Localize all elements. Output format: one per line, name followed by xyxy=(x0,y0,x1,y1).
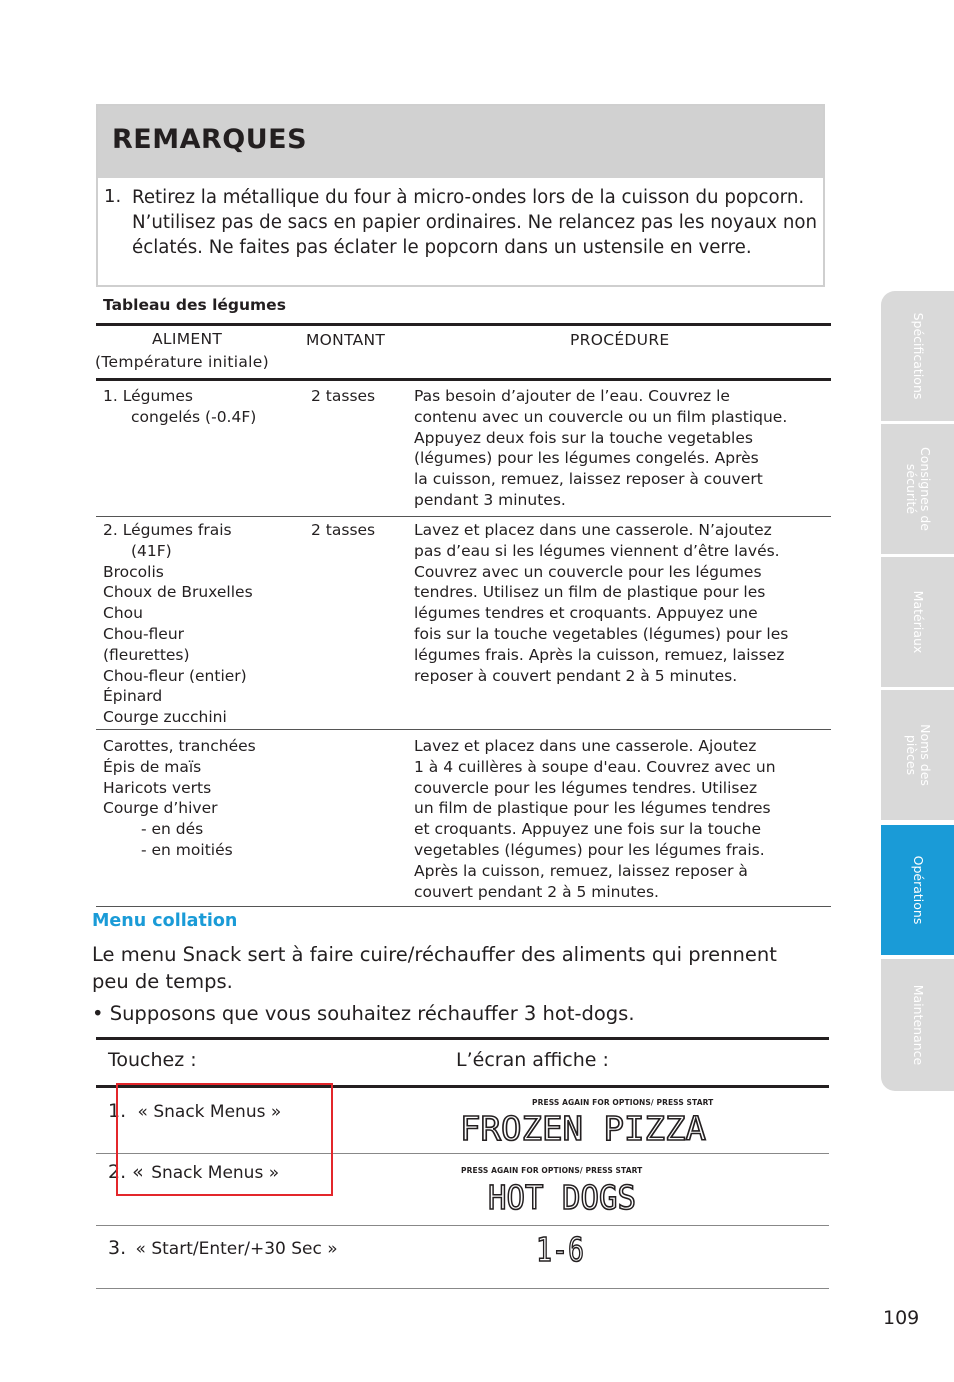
tab-label: Matériaux xyxy=(910,590,926,654)
row3-procedure-line: couvercle pour les légumes tendres. Utilisez xyxy=(414,778,758,797)
row2-food-line: Chou-fleur xyxy=(103,624,185,643)
row1-amount: 2 tasses xyxy=(311,387,376,405)
header-amount: MONTANT xyxy=(306,331,386,349)
row1-procedure-line: contenu avec un couvercle ou un film plastique. xyxy=(414,407,788,426)
row1-food-line: congelés (-0.4F) xyxy=(131,407,257,426)
row2-food-line: (41F) xyxy=(131,541,172,560)
row3-food-line: - en moitiés xyxy=(141,840,233,859)
row2-procedure-line: fois sur la touche vegetables (légumes) pour les xyxy=(414,624,789,643)
remarks-title: REMARQUES xyxy=(112,124,308,155)
steps-bottom-rule xyxy=(96,1288,829,1289)
row3-food-line: Carottes, tranchées xyxy=(103,737,256,755)
row2-procedure-line: légumes frais. Après la cuisson, remuez, laissez xyxy=(414,645,785,664)
row3-procedure-line: Lavez et placez dans une casserole. Ajoutez xyxy=(414,737,757,755)
row3-procedure-line: 1 à 4 cuillères à soupe d'eau. Couvrez avec un xyxy=(414,757,776,776)
row3-food-line: Épis de maïs xyxy=(103,757,202,776)
vegetable-table-caption: Tableau des légumes xyxy=(103,296,286,314)
snack-menu-heading: Menu collation xyxy=(92,911,238,931)
tab-label xyxy=(904,724,932,786)
remarks-box xyxy=(96,104,825,287)
row3-procedure-line: un film de plastique pour les légumes tendres xyxy=(414,799,771,818)
snack-menus-highlight xyxy=(116,1083,333,1196)
row2-food xyxy=(103,520,253,728)
side-nav xyxy=(881,291,954,1091)
row2-food-line: (fleurettes) xyxy=(103,645,190,664)
row1-procedure-line: Pas besoin d’ajouter de l’eau. Couvrez le xyxy=(414,387,730,405)
row2-procedure xyxy=(414,520,788,686)
tab-label xyxy=(904,447,932,531)
step-number: 3. xyxy=(108,1237,127,1259)
step-1-lcd-display xyxy=(460,1109,708,1148)
table-header-rule xyxy=(96,378,831,381)
step-number: 2. « xyxy=(108,1161,144,1183)
row1-procedure-line: Appuyez deux fois sur la touche vegetables xyxy=(414,428,753,447)
row2-food-line: Épinard xyxy=(103,687,163,706)
row2-food-line: Brocolis xyxy=(103,562,164,581)
row1-food-line: 1. Légumes xyxy=(103,387,193,405)
tab-label: Opérations xyxy=(910,855,926,925)
row2-food-line: Chou xyxy=(103,604,143,623)
tab-label-line: pièces xyxy=(903,734,919,776)
row-divider xyxy=(96,516,831,517)
row3-procedure-line: couvert pendant 2 à 5 minutes. xyxy=(414,882,659,901)
step-2-display-caption: PRESS AGAIN FOR OPTIONS/ PRESS START xyxy=(461,1166,643,1175)
header-procedure: PROCÉDURE xyxy=(570,331,670,349)
table-top-rule xyxy=(96,323,831,326)
table-bottom-rule xyxy=(96,906,831,907)
row3-procedure xyxy=(414,736,776,902)
row3-procedure-line: et croquants. Appuyez une fois sur la touche xyxy=(414,820,762,839)
tab-specifications[interactable] xyxy=(881,291,954,421)
tab-operations[interactable] xyxy=(881,825,954,955)
step-number: 1. xyxy=(108,1100,127,1122)
remark-text: Retirez la métallique du four à micro-ondes lors de la cuisson du popcorn. N’utilisez pas de sacs en papier ordinaires. Ne relancez pas les noyaux non éclatés. Ne faites pas éclater le popcorn dans un ustensile en verre. xyxy=(132,187,818,258)
row3-food-line: - en dés xyxy=(141,820,204,839)
tab-maintenance[interactable] xyxy=(881,959,954,1091)
tab-label-line: Consignes de xyxy=(917,447,933,531)
snack-menu-intro: Le menu Snack sert à faire cuire/réchauffer des aliments qui prennent peu de temps. xyxy=(92,943,777,993)
tab-safety[interactable] xyxy=(881,424,954,554)
row2-food-line: 2. Légumes frais xyxy=(103,521,232,539)
step-3-lcd-display xyxy=(536,1230,586,1269)
row2-food-line: Courge zucchini xyxy=(103,708,227,727)
row1-procedure xyxy=(414,386,787,511)
row3-food-line: Haricots verts xyxy=(103,778,212,797)
step-3-key-label: « Start/Enter/+30 Sec » xyxy=(135,1239,338,1259)
row2-procedure-line: pas d’eau si les légumes viennent d’être lavés. xyxy=(414,541,780,560)
tab-label: Spécifications xyxy=(910,312,926,400)
tab-label-line: Noms des xyxy=(917,724,933,786)
row3-procedure-line: Après la cuisson, remuez, laissez reposer à xyxy=(414,861,748,880)
row3-food-line: Courge d’hiver xyxy=(103,799,218,818)
row1-procedure-line: pendant 3 minutes. xyxy=(414,490,566,509)
row2-procedure-line: reposer à couvert pendant 2 à 5 minutes. xyxy=(414,666,738,685)
row-divider xyxy=(96,729,831,730)
step-2-key-label: Snack Menus » xyxy=(151,1163,280,1183)
row2-food-line: Chou-fleur (entier) xyxy=(103,666,247,685)
remarks-header xyxy=(98,106,823,178)
step-3-lcd-text: 1-6 xyxy=(536,1230,584,1269)
row2-amount: 2 tasses xyxy=(311,521,376,539)
step-3 xyxy=(108,1237,338,1259)
row1-procedure-line: (légumes) pour les légumes congelés. Après xyxy=(414,449,759,468)
step-1-display-caption: PRESS AGAIN FOR OPTIONS/ PRESS START xyxy=(532,1098,714,1107)
tab-label-line: sécurité xyxy=(903,463,919,515)
row1-procedure-line: la cuisson, remuez, laissez reposer à couvert xyxy=(414,470,763,489)
row1-food xyxy=(103,386,256,428)
row2-procedure-line: Couvrez avec un couvercle pour les légumes xyxy=(414,562,762,581)
steps-header-touch: Touchez : xyxy=(108,1049,197,1071)
steps-header-display: L’écran affiche : xyxy=(456,1049,609,1071)
row2-procedure-line: Lavez et placez dans une casserole. N’ajoutez xyxy=(414,521,772,539)
header-food: ALIMENT xyxy=(152,330,223,348)
snack-menu-bullet: • Supposons que vous souhaitez réchauffer 3 hot-dogs. xyxy=(92,1002,635,1025)
row2-procedure-line: légumes tendres et croquants. Appuyez une xyxy=(414,604,758,623)
step-1-lcd-text: FROZEN PIZZA xyxy=(460,1109,707,1148)
step-2-lcd-text: HOT DOGS xyxy=(488,1178,636,1217)
page-number: 109 xyxy=(883,1307,920,1329)
tab-materials[interactable] xyxy=(881,557,954,687)
step-1-key-label: « Snack Menus » xyxy=(137,1102,282,1122)
step-2-lcd-display xyxy=(488,1178,638,1217)
step-divider xyxy=(96,1225,829,1226)
tab-label: Maintenance xyxy=(910,984,926,1066)
row2-food-line: Choux de Bruxelles xyxy=(103,583,253,602)
row3-food xyxy=(103,736,256,861)
tab-parts-names[interactable] xyxy=(881,690,954,820)
remark-number: 1. xyxy=(104,186,122,207)
steps-top-rule xyxy=(96,1037,829,1040)
row3-procedure-line: vegetables (légumes) pour les légumes frais. xyxy=(414,840,765,859)
header-food-subtitle: (Température initiale) xyxy=(95,353,269,371)
row2-procedure-line: tendres. Utilisez un film de plastique pour les xyxy=(414,583,766,602)
